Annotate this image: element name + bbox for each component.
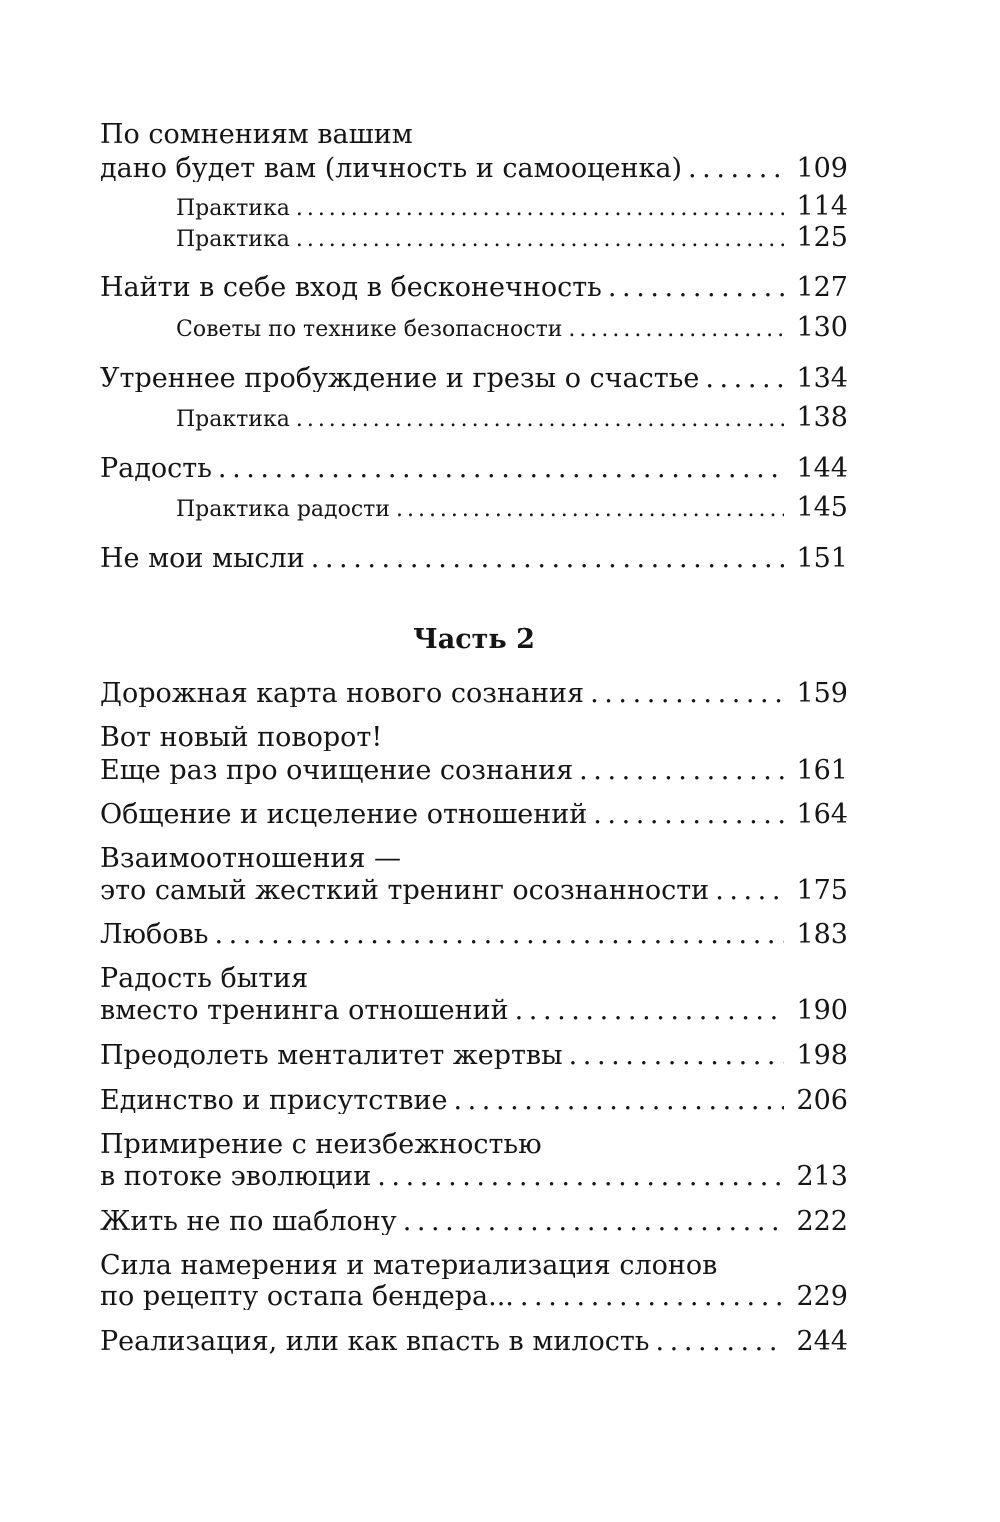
toc-title-line	[100, 1131, 848, 1158]
toc-entry[interactable]	[100, 1208, 848, 1235]
toc-page-number: 183	[796, 921, 848, 948]
leader-dots	[568, 319, 784, 341]
toc-entry-title: По сомнениям вашим	[100, 121, 413, 148]
toc-page-number: 190	[796, 997, 848, 1024]
leader-dots	[715, 877, 784, 904]
toc-page-number: 244	[796, 1328, 848, 1355]
toc-entry-title: по рецепту остапа бендера...	[100, 1283, 514, 1310]
toc-page-number: 138	[796, 404, 848, 431]
leader-dots	[705, 365, 784, 392]
toc-page-number: 151	[796, 545, 848, 572]
toc-page-number: 198	[796, 1042, 848, 1069]
toc-page-number: 206	[796, 1087, 848, 1114]
leader-dots	[377, 1163, 784, 1190]
leader-dots	[453, 1087, 784, 1114]
toc-entry-title: Реализация, или как впасть в милость	[100, 1328, 650, 1355]
leader-dots	[396, 499, 784, 521]
toc-subentry[interactable]	[176, 494, 848, 521]
toc-subentry[interactable]	[176, 224, 848, 251]
leader-dots	[656, 1328, 784, 1355]
toc-subentry[interactable]	[176, 314, 848, 341]
toc-entry[interactable]	[100, 1328, 848, 1355]
toc-entry[interactable]	[100, 545, 848, 572]
leader-dots	[590, 680, 784, 707]
toc-page-number: 159	[796, 680, 848, 707]
toc-entry-title: Практика радости	[176, 497, 390, 521]
toc-page-number: 222	[796, 1208, 848, 1235]
toc-page-number: 145	[796, 494, 848, 521]
table-of-contents	[100, 0, 848, 1522]
toc-title-line	[100, 845, 848, 872]
leader-dots	[403, 1208, 784, 1235]
toc-entry[interactable]	[100, 365, 848, 392]
toc-entry-title: Практика	[176, 407, 290, 431]
toc-title-line	[100, 1252, 848, 1279]
toc-entry-title: Взаимоотношения —	[100, 845, 402, 872]
toc-entry-title: Найти в себе вход в бесконечность	[100, 274, 602, 301]
leader-dots	[214, 921, 784, 948]
toc-entry[interactable]	[100, 801, 848, 828]
toc-entry-title: Преодолеть менталитет жертвы	[100, 1042, 563, 1069]
leader-dots	[579, 757, 784, 784]
toc-entry[interactable]	[100, 757, 848, 784]
toc-entry[interactable]	[100, 877, 848, 904]
leader-dots	[515, 997, 784, 1024]
toc-title-line	[100, 724, 848, 751]
toc-entry[interactable]	[100, 1042, 848, 1069]
toc-entry-title: Общение и исцеление отношений	[100, 801, 588, 828]
toc-entry-title: Советы по технике безопасности	[176, 317, 563, 341]
toc-page-number: 130	[796, 314, 848, 341]
part-2-heading: Часть 2	[413, 624, 535, 655]
leader-dots	[296, 409, 784, 431]
leader-dots	[688, 155, 784, 182]
toc-entry[interactable]	[100, 1163, 848, 1190]
toc-entry[interactable]	[100, 1283, 848, 1310]
toc-entry[interactable]	[100, 155, 848, 182]
toc-entry-title: Еще раз про очищение сознания	[100, 757, 574, 784]
toc-entry-title: Практика	[176, 196, 290, 220]
leader-dots	[296, 198, 784, 220]
toc-entry-title: это самый жесткий тренинг осознанности	[100, 877, 710, 904]
toc-page-number: 114	[796, 193, 848, 220]
toc-page-number: 125	[796, 224, 848, 251]
toc-page-number: 213	[796, 1163, 848, 1190]
toc-entry-title: Жить не по шаблону	[100, 1208, 397, 1235]
toc-entry-title: Дорожная карта нового сознания	[100, 680, 585, 707]
toc-page-number: 161	[796, 757, 848, 784]
toc-entry-title: в потоке эволюции	[100, 1163, 372, 1190]
toc-page-number: 109	[796, 155, 848, 182]
toc-entry-title: Не мои мысли	[100, 545, 305, 572]
toc-subentry[interactable]	[176, 404, 848, 431]
toc-entry-title: Вот новый поворот!	[100, 724, 383, 751]
toc-subentry[interactable]	[176, 193, 848, 220]
toc-title-line	[100, 965, 848, 992]
leader-dots	[569, 1042, 784, 1069]
toc-entry[interactable]	[100, 455, 848, 482]
toc-entry[interactable]	[100, 1087, 848, 1114]
toc-page-number: 127	[796, 274, 848, 301]
toc-entry-title: Практика	[176, 227, 290, 251]
leader-dots	[296, 229, 784, 251]
toc-title-line	[100, 121, 848, 148]
toc-entry[interactable]	[100, 997, 848, 1024]
toc-page-number: 164	[796, 801, 848, 828]
toc-entry-title: Утреннее пробуждение и грезы о счастье	[100, 365, 700, 392]
toc-page-number: 144	[796, 455, 848, 482]
leader-dots	[311, 545, 784, 572]
toc-page-number: 175	[796, 877, 848, 904]
toc-entry[interactable]	[100, 680, 848, 707]
toc-entry-title: Радость бытия	[100, 965, 309, 992]
toc-page-number: 134	[796, 365, 848, 392]
toc-entry-title: Единство и присутствие	[100, 1087, 448, 1114]
toc-entry-title: Любовь	[100, 921, 209, 948]
toc-entry-title: Радость	[100, 455, 212, 482]
leader-dots	[593, 801, 784, 828]
toc-page-number: 229	[796, 1283, 848, 1310]
toc-entry[interactable]	[100, 274, 848, 301]
toc-entry-title: Примирение с неизбежностью	[100, 1131, 542, 1158]
leader-dots	[520, 1283, 784, 1310]
leader-dots	[218, 455, 784, 482]
toc-entry-title: вместо тренинга отношений	[100, 997, 509, 1024]
leader-dots	[608, 274, 784, 301]
toc-entry-title: дано будет вам (личность и самооценка)	[100, 155, 682, 182]
toc-entry[interactable]	[100, 921, 848, 948]
toc-entry-title: Сила намерения и материализация слонов	[100, 1252, 718, 1279]
